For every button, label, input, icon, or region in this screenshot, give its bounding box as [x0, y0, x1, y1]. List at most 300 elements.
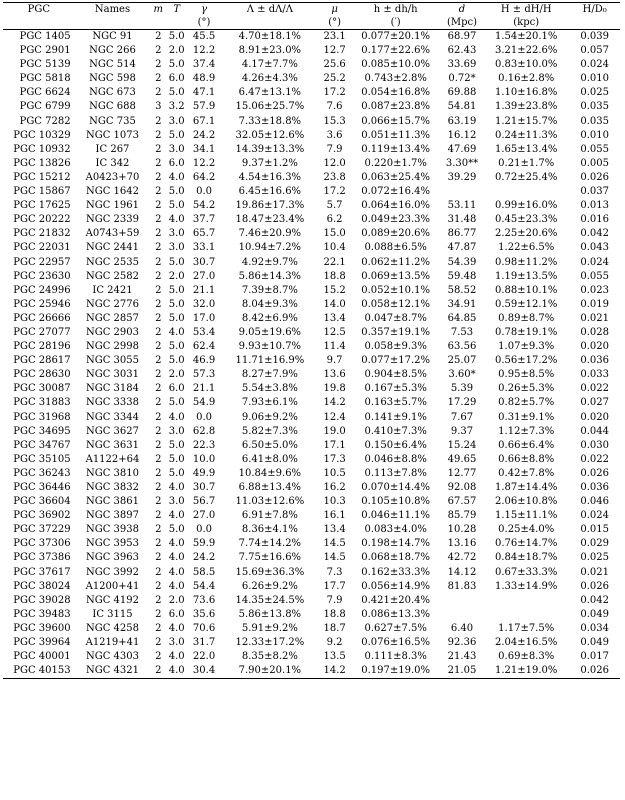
table-row: [3, 636, 620, 650]
cell-m: 2: [155, 369, 162, 381]
cell-d: 53.11: [447, 200, 477, 212]
col-header-gamma: γ: [187, 3, 221, 17]
cell-lambda: 7.33±18.8%: [238, 115, 302, 127]
cell-m: 2: [155, 298, 162, 310]
cell-m: 2: [155, 214, 162, 226]
cell-h: 0.072±16.4%: [361, 186, 431, 198]
cell-height: 1.15±11.1%: [495, 510, 558, 522]
cell-lambda: 8.04±9.3%: [241, 298, 298, 310]
cell-height: 0.84±18.7%: [495, 552, 558, 564]
cell-h: 0.054±16.8%: [361, 87, 431, 99]
cell-lambda: 6.88±13.4%: [238, 482, 302, 493]
cell-h-d0: 0.039: [580, 31, 609, 42]
cell-name: NGC 4321: [75, 664, 151, 679]
cell-pgc: PGC 5139: [19, 59, 71, 71]
cell-mu: 14.2: [319, 664, 351, 679]
table-row: [3, 129, 620, 143]
cell-mu: 13.5: [323, 651, 346, 663]
cell-pgc: PGC 37617: [13, 566, 71, 578]
cell-lambda: 6.50±5.0%: [241, 439, 298, 451]
cell-h-d0: 0.026: [580, 467, 609, 479]
cell-m: 2: [155, 608, 162, 620]
cell-lambda: 5.86±14.3%: [238, 270, 302, 282]
cell-height: 1.21±19.0%: [483, 664, 569, 679]
cell-gamma: 49.9: [192, 467, 216, 479]
cell-lambda: 7.46±20.9%: [238, 228, 302, 240]
cell-t: 5.0: [168, 439, 185, 451]
cell-t: 5.0: [168, 129, 185, 141]
cell-h: 0.063±25.4%: [361, 171, 431, 183]
cell-h-d0: 0.035: [580, 115, 609, 127]
cell-height: 0.88±10.1%: [495, 284, 558, 296]
cell-name: NGC 2441: [85, 242, 139, 254]
cell-name: A1200+41: [85, 580, 140, 592]
cell-h: 0.046±11.1%: [361, 510, 431, 522]
cell-h-d0: 0.016: [580, 214, 609, 226]
table-row: [3, 354, 620, 368]
cell-lambda: 4.26±4.3%: [241, 73, 298, 85]
cell-mu: 17.2: [323, 186, 346, 198]
cell-gamma: 10.0: [192, 453, 216, 465]
cell-pgc: PGC 35105: [13, 453, 71, 465]
cell-h: 0.051±11.3%: [361, 129, 431, 141]
cell-h-d0: 0.027: [580, 397, 609, 409]
cell-gamma: 24.2: [192, 552, 216, 564]
cell-h-d0: 0.024: [580, 59, 609, 71]
cell-pgc: PGC 7282: [19, 115, 71, 127]
cell-h: 0.357±19.1%: [361, 326, 431, 338]
table-row: [3, 157, 620, 171]
cell-h: 0.119±13.4%: [361, 143, 431, 155]
cell-h-d0: 0.028: [580, 326, 609, 338]
table-row: [3, 30, 620, 45]
cell-h-d0: 0.036: [580, 482, 609, 493]
cell-h: 0.085±10.0%: [361, 59, 431, 71]
cell-d: 49.65: [447, 453, 477, 465]
cell-height: 0.78±19.1%: [495, 326, 558, 338]
col-header-mu: μ: [319, 3, 351, 17]
col-header-t: T: [166, 3, 187, 17]
cell-h-d0: 0.037: [580, 186, 609, 198]
cell-d: 47.69: [447, 143, 477, 155]
cell-height: 0.83±10.0%: [495, 59, 558, 71]
cell-t: 2.0: [168, 45, 185, 57]
cell-t: 3.2: [168, 101, 185, 113]
cell-m: 2: [155, 580, 162, 592]
cell-h-d0: 0.034: [580, 622, 609, 634]
cell-h: 0.141±9.1%: [364, 411, 427, 423]
cell-mu: 15.0: [323, 228, 346, 240]
cell-m: 2: [155, 425, 162, 437]
cell-h: 0.077±17.2%: [361, 355, 431, 367]
cell-height: 2.06±10.8%: [495, 496, 558, 508]
cell-t: 5.0: [168, 284, 185, 296]
cell-m: 2: [155, 171, 162, 183]
cell-t: 3.0: [168, 115, 185, 127]
cell-t: 5.0: [168, 200, 185, 212]
cell-m: 2: [155, 143, 162, 155]
cell-m: 2: [155, 637, 162, 649]
cell-mu: 13.4: [323, 312, 346, 324]
cell-pgc: PGC 15867: [13, 186, 71, 198]
cell-t: 5.0: [168, 298, 185, 310]
cell-name: A1122+64: [85, 453, 140, 465]
cell-h: 0.088±6.5%: [364, 242, 427, 254]
cell-name: IC 342: [95, 157, 130, 169]
cell-t: 4.0: [168, 411, 185, 423]
cell-d: 68.97: [447, 31, 477, 42]
cell-mu: 18.8: [323, 608, 346, 620]
cell-lambda: 11.03±12.6%: [235, 496, 305, 508]
cell-height: 0.66±8.8%: [498, 453, 555, 465]
cell-t: 5.0: [168, 355, 185, 367]
galaxy-parameters-table: [3, 2, 620, 679]
cell-h-d0: 0.015: [580, 524, 609, 536]
cell-d: 54.39: [447, 256, 477, 268]
cell-mu: 17.7: [323, 580, 346, 592]
cell-d: 5.39: [450, 383, 474, 395]
cell-height: 0.25±4.0%: [498, 524, 555, 536]
cell-pgc: PGC 36604: [13, 496, 71, 508]
cell-h-d0: 0.044: [580, 425, 609, 437]
table-row: [3, 298, 620, 312]
cell-h-d0: 0.019: [580, 298, 609, 310]
cell-h-d0: 0.010: [580, 129, 609, 141]
table-row: [3, 495, 620, 509]
cell-height: 0.72±25.4%: [495, 171, 558, 183]
cell-gamma: 24.2: [192, 129, 216, 141]
cell-height: 0.24±11.3%: [495, 129, 558, 141]
cell-t: 5.0: [168, 467, 185, 479]
cell-m: 2: [155, 397, 162, 409]
cell-h-d0: 0.005: [580, 157, 609, 169]
cell-height: 0.69±8.3%: [498, 651, 555, 663]
cell-height: 0.45±23.3%: [495, 214, 558, 226]
cell-name: NGC 3861: [85, 496, 139, 508]
cell-mu: 23.1: [323, 31, 346, 42]
cell-h: 0.062±11.2%: [361, 256, 431, 268]
cell-h-d0: 0.022: [580, 453, 609, 465]
cell-lambda: 32.05±12.6%: [235, 129, 305, 141]
cell-gamma: 62.4: [192, 341, 216, 353]
cell-gamma: 33.1: [192, 242, 216, 254]
cell-name: NGC 2857: [85, 312, 139, 324]
cell-height: 0.66±6.4%: [498, 439, 555, 451]
cell-h: 0.627±7.5%: [364, 622, 427, 634]
cell-h-d0: 0.049: [580, 637, 609, 649]
header-row-units: [3, 16, 620, 30]
cell-h: 0.069±13.5%: [361, 270, 431, 282]
cell-pgc: PGC 10329: [13, 129, 71, 141]
cell-h-d0: 0.013: [580, 200, 609, 212]
table-row: [3, 594, 620, 608]
cell-gamma: 59.9: [192, 538, 216, 550]
cell-t: 3.0: [168, 228, 185, 240]
cell-mu: 14.2: [323, 397, 346, 409]
cell-pgc: PGC 31968: [13, 411, 71, 423]
cell-height: 1.65±13.4%: [495, 143, 558, 155]
cell-lambda: 7.39±8.7%: [241, 284, 298, 296]
cell-m: 2: [155, 59, 162, 71]
cell-t: 5.0: [168, 397, 185, 409]
cell-d: 17.29: [447, 397, 477, 409]
cell-name: NGC 3992: [85, 566, 139, 578]
cell-t: 5.0: [168, 87, 185, 99]
cell-t: 3.0: [168, 242, 185, 254]
table-row: [3, 115, 620, 129]
cell-mu: 17.1: [323, 439, 346, 451]
cell-d: 92.36: [447, 637, 477, 649]
cell-height: 2.04±16.5%: [495, 637, 558, 649]
cell-d: 6.40: [450, 622, 474, 634]
cell-pgc: PGC 2901: [19, 45, 71, 57]
cell-t: 5.0: [168, 341, 185, 353]
cell-lambda: 11.71±16.9%: [235, 355, 305, 367]
cell-d: 64.85: [447, 312, 477, 324]
cell-lambda: 10.94±7.2%: [238, 242, 302, 254]
cell-m: 2: [155, 200, 162, 212]
cell-d: 39.29: [447, 171, 477, 183]
cell-m: 2: [155, 510, 162, 522]
cell-d: 10.28: [447, 524, 477, 536]
cell-name: NGC 2903: [85, 326, 139, 338]
cell-lambda: 5.54±3.8%: [241, 383, 298, 395]
col-header-m: m: [150, 3, 166, 17]
cell-mu: 9.7: [326, 355, 343, 367]
table-row: [3, 622, 620, 636]
cell-t: 3.0: [168, 425, 185, 437]
cell-h-d0: 0.033: [580, 369, 609, 381]
table-row: [3, 171, 620, 185]
table-row: [3, 411, 620, 425]
cell-m: 2: [155, 411, 162, 423]
cell-t: 6.0: [168, 383, 185, 395]
cell-t: 5.0: [168, 186, 185, 198]
cell-name: NGC 514: [89, 59, 136, 71]
cell-t: 3.0: [168, 143, 185, 155]
cell-gamma: 35.6: [192, 608, 216, 620]
cell-name: NGC 3832: [85, 482, 139, 493]
cell-gamma: 30.7: [192, 256, 216, 268]
cell-name: NGC 4303: [85, 651, 139, 663]
cell-name: NGC 673: [89, 87, 136, 99]
cell-h: 0.064±16.0%: [361, 200, 431, 212]
cell-h: 0.167±5.3%: [364, 383, 427, 395]
cell-name: NGC 3055: [85, 355, 139, 367]
cell-pgc: PGC 38024: [13, 580, 71, 592]
cell-gamma: 27.0: [192, 510, 216, 522]
table-row: [3, 551, 620, 565]
cell-name: NGC 2998: [85, 341, 139, 353]
cell-h: 0.052±10.1%: [361, 284, 431, 296]
cell-h-d0: 0.021: [580, 566, 609, 578]
cell-t: 4.0: [168, 566, 185, 578]
cell-h: 0.743±2.8%: [364, 73, 427, 85]
table-row: [3, 481, 620, 495]
cell-h: 0.076±16.5%: [361, 637, 431, 649]
cell-d: 21.43: [447, 651, 477, 663]
cell-name: NGC 266: [89, 45, 136, 57]
table-row: [3, 58, 620, 72]
unit-names: [75, 16, 151, 30]
table-row: [3, 227, 620, 241]
cell-h: 0.068±18.7%: [361, 552, 431, 564]
cell-m: 2: [155, 256, 162, 268]
cell-m: 2: [155, 87, 162, 99]
cell-m: 2: [155, 538, 162, 550]
cell-d: 33.69: [447, 59, 477, 71]
cell-h-d0: 0.042: [580, 594, 609, 606]
cell-height: 1.22±6.5%: [498, 242, 555, 254]
cell-mu: 22.1: [323, 256, 346, 268]
table-row: [3, 368, 620, 382]
cell-lambda: 4.70±18.1%: [238, 31, 302, 42]
cell-h: 0.056±14.9%: [361, 580, 431, 592]
cell-m: 2: [155, 186, 162, 198]
cell-h-d0: 0.035: [580, 101, 609, 113]
cell-height: 1.87±14.4%: [495, 482, 558, 493]
cell-m: 2: [155, 270, 162, 282]
cell-d: 21.05: [441, 664, 483, 679]
cell-lambda: 18.47±23.4%: [235, 214, 305, 226]
cell-pgc: PGC 28617: [13, 355, 71, 367]
cell-gamma: 22.3: [192, 439, 216, 451]
cell-t: 4.0: [168, 326, 185, 338]
cell-gamma: 48.9: [192, 73, 216, 85]
cell-h: 0.410±7.3%: [364, 425, 427, 437]
cell-name: NGC 3627: [85, 425, 139, 437]
table-row: [3, 100, 620, 114]
cell-name: NGC 3938: [85, 524, 139, 536]
cell-h-d0: 0.026: [569, 664, 620, 679]
cell-m: 2: [155, 45, 162, 57]
cell-h: 0.046±8.8%: [364, 453, 427, 465]
cell-height: 0.42±7.8%: [498, 467, 555, 479]
cell-mu: 12.7: [323, 45, 346, 57]
cell-pgc: PGC 30087: [13, 383, 71, 395]
cell-h: 0.421±20.4%: [361, 594, 431, 606]
cell-mu: 7.9: [326, 143, 343, 155]
cell-pgc: PGC 26666: [13, 312, 71, 324]
table-body: [3, 30, 620, 679]
cell-h-d0: 0.057: [580, 45, 609, 57]
table-row: [3, 580, 620, 594]
cell-lambda: 9.37±1.2%: [241, 157, 298, 169]
cell-pgc: PGC 23630: [13, 270, 71, 282]
table-row: [3, 509, 620, 523]
cell-d: 34.91: [447, 298, 477, 310]
cell-m: 2: [155, 524, 162, 536]
table-row: [3, 143, 620, 157]
cell-mu: 5.7: [326, 200, 343, 212]
cell-d: 14.12: [447, 566, 477, 578]
cell-t: 4.0: [168, 538, 185, 550]
cell-gamma: 12.2: [192, 157, 216, 169]
table-row: [3, 523, 620, 537]
cell-pgc: PGC 39483: [13, 608, 71, 620]
cell-h-d0: 0.026: [580, 171, 609, 183]
unit-pgc: [3, 16, 75, 30]
cell-t: 4.0: [168, 510, 185, 522]
cell-lambda: 6.47±13.1%: [238, 87, 302, 99]
cell-height: 0.59±12.1%: [495, 298, 558, 310]
cell-h-d0: 0.025: [580, 552, 609, 564]
cell-d: 67.57: [447, 496, 477, 508]
cell-h-d0: 0.024: [580, 256, 609, 268]
table-row: [3, 199, 620, 213]
cell-mu: 19.0: [323, 425, 346, 437]
cell-gamma: 32.0: [192, 298, 216, 310]
cell-pgc: PGC 6799: [19, 101, 71, 113]
table-row: [3, 566, 620, 580]
cell-h: 0.083±4.0%: [364, 524, 427, 536]
cell-name: NGC 3897: [85, 510, 139, 522]
cell-gamma: 0.0: [196, 186, 213, 198]
cell-d: 16.12: [447, 129, 477, 141]
table-header: [3, 3, 620, 30]
cell-gamma: 54.9: [192, 397, 216, 409]
cell-gamma: 56.7: [192, 496, 216, 508]
cell-pgc: PGC 39600: [13, 622, 71, 634]
cell-mu: 15.3: [323, 115, 346, 127]
cell-d: [441, 594, 483, 608]
cell-h: 0.150±6.4%: [364, 439, 427, 451]
table-row: [3, 241, 620, 255]
cell-height: 1.12±7.3%: [498, 425, 555, 437]
col-header-pgc: PGC: [3, 3, 75, 17]
unit-t: [166, 16, 187, 30]
cell-mu: 14.0: [323, 298, 346, 310]
cell-t: 4.0: [168, 482, 185, 493]
cell-pgc: PGC 20222: [13, 214, 71, 226]
cell-t: 6.0: [168, 73, 185, 85]
cell-lambda: 4.54±16.3%: [238, 171, 302, 183]
cell-lambda: 15.69±36.3%: [235, 566, 305, 578]
header-row-labels: [3, 3, 620, 17]
cell-height: 0.98±11.2%: [495, 256, 558, 268]
cell-height: [483, 608, 569, 622]
cell-d: 85.79: [447, 510, 477, 522]
cell-pgc: PGC 15212: [13, 171, 71, 183]
cell-h-d0: 0.025: [580, 87, 609, 99]
cell-t: 2.0: [168, 270, 185, 282]
cell-pgc: PGC 28630: [13, 369, 71, 381]
cell-mu: 13.6: [323, 369, 346, 381]
cell-h: 0.070±14.4%: [361, 482, 431, 493]
cell-h-d0: 0.055: [580, 270, 609, 282]
cell-h: 0.162±33.3%: [361, 566, 431, 578]
cell-gamma: 0.0: [196, 411, 213, 423]
cell-height: 1.10±16.8%: [495, 87, 558, 99]
cell-h: 0.904±8.5%: [364, 369, 427, 381]
table-row: [3, 270, 620, 284]
cell-lambda: 14.35±24.5%: [235, 594, 305, 606]
cell-lambda: 6.26±9.2%: [241, 580, 298, 592]
cell-m: 2: [155, 355, 162, 367]
cell-pgc: PGC 40153: [3, 664, 75, 679]
cell-lambda: 5.91±9.2%: [241, 622, 298, 634]
cell-mu: 18.8: [323, 270, 346, 282]
table-row: [3, 185, 620, 199]
cell-gamma: 53.4: [192, 326, 216, 338]
cell-name: NGC 3184: [85, 383, 139, 395]
cell-mu: 25.6: [323, 59, 346, 71]
cell-mu: 16.1: [323, 510, 346, 522]
cell-m: 2: [155, 312, 162, 324]
table-row: [3, 72, 620, 86]
cell-h-d0: 0.024: [580, 510, 609, 522]
cell-gamma: 37.4: [192, 59, 216, 71]
